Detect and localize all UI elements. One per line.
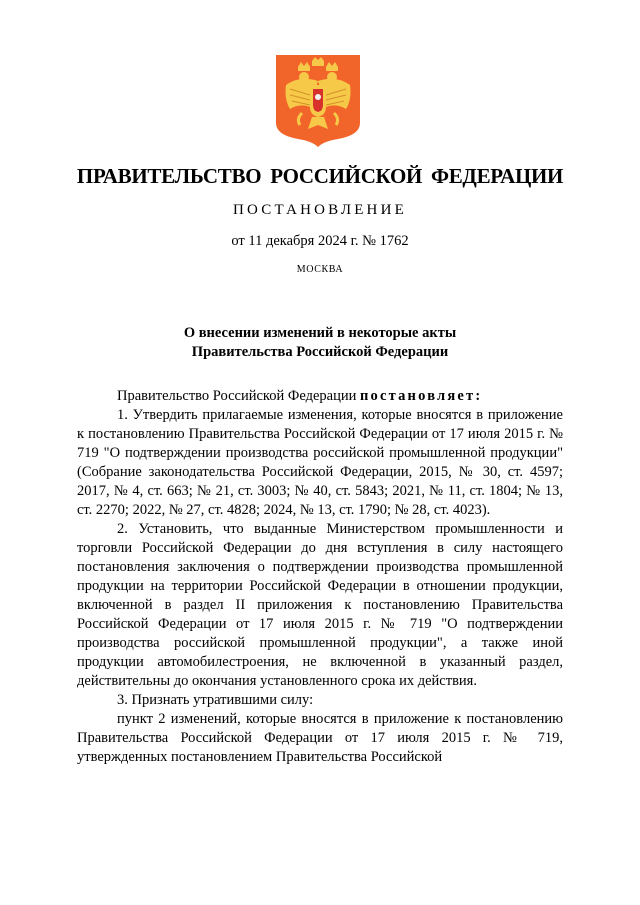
paragraph-1: 1. Утвердить прилагаемые изменения, которые вносятся в приложение к постановлению Правительства Российской Федерации от 17 июля 2015 г. № 719 "О подтверждении производства российской промышленной продукции" (Собрание законодательства Российской Федерации, 2015, № 30, ст. 4597; 2017, № 4, ст. 663; № 21, ст. 3003; № 40, ст. 5843; 2021, № 11, ст. 1804; № 13, ст. 2270; 2022, № 27, ст. 4828; 2024, № 13, ст. 1790; № 28, ст. 4023).	[77, 407, 563, 518]
government-title: ПРАВИТЕЛЬСТВО РОССИЙСКОЙ ФЕДЕРАЦИИ	[76, 164, 564, 188]
document-city: МОСКВА	[296, 264, 344, 275]
paragraph-2: 2. Установить, что выданные Министерством промышленности и торговли Российской Федерации до дня вступления в силу настоящего постановления заключения о подтверждении производства промышленной продукции на территории Российской Федерации в отношении продукции, включенной в раздел II приложения к постановлению Правительства Российской Федерации от 17 июля 2015 г. № 719 "О подтверждении производства российской промышленной продукции", а также иной продукции автомобилестроения, не включенной в указанный раздел, действительны до окончания установленного срока их действия.	[77, 521, 563, 689]
heading-line-1: О внесении изменений в некоторые акты	[183, 325, 457, 341]
paragraph-4: пункт 2 изменений, которые вносятся в приложение к постановлению Правительства Российской Федерации от 17 июля 2015 г. № 719, утвержденных постановлением Правительства Российской	[77, 711, 563, 765]
document-type: ПОСТАНОВЛЕНИЕ	[233, 202, 407, 218]
intro-paragraph	[77, 387, 563, 406]
document-date-number: от 11 декабря 2024 г. № 1762	[231, 233, 409, 249]
intro-text: Правительство Российской Федерации	[117, 388, 360, 404]
heading-line-2: Правительства Российской Федерации	[191, 344, 449, 360]
russian-coat-of-arms-icon	[276, 55, 360, 147]
document-body	[77, 387, 563, 767]
paragraph-3: 3. Признать утратившими силу:	[117, 692, 314, 708]
document-heading	[0, 324, 640, 362]
intro-keyword: постановляет:	[359, 388, 483, 404]
